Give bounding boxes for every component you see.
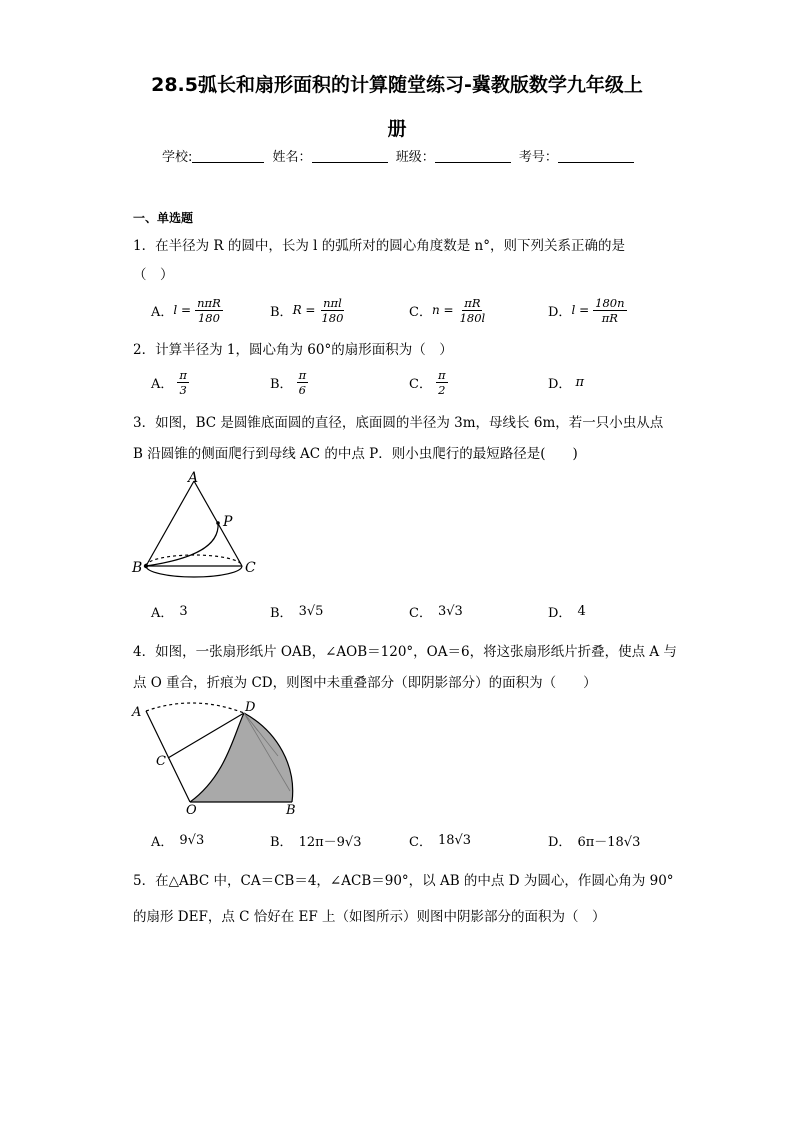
- q1-text-line1: 1．在半径为 R 的圆中，长为 l 的弧所对的圆心角度数是 n°，则下列关系正确的是: [133, 238, 625, 254]
- point-b: [144, 564, 148, 568]
- q3-option-a[interactable]: A． 3: [151, 603, 188, 621]
- q4-text-line2: 点 O 重合，折痕为 CD，则图中未重叠部分（即阴影部分）的面积为（ ）: [133, 675, 597, 691]
- q2-text-line1: 2．计算半径为 1，圆心角为 60°的扇形面积为（ ）: [133, 342, 453, 358]
- q4-option-b[interactable]: B． 12π－9√3: [270, 834, 362, 850]
- q5-text-line2: 的扇形 DEF，点 C 恰好在 EF 上（如图所示）则图中阴影部分的面积为（ ）: [133, 909, 606, 925]
- q3-option-b[interactable]: B． 3√5: [270, 603, 324, 621]
- q2-option-d[interactable]: D． π: [548, 374, 584, 392]
- q1-option-a[interactable]: A． l = $\frac{\text{nπR}}{180}$: [151, 295, 221, 325]
- cone-base-front-arc: [146, 566, 242, 577]
- q3-cone-figure: [128, 468, 268, 583]
- q4-option-c[interactable]: C． 18√3: [409, 832, 472, 850]
- label-c: C: [245, 560, 256, 576]
- name-label: 姓名：: [272, 150, 312, 165]
- q3-option-d[interactable]: D． 4: [548, 603, 586, 621]
- arc-ad-dashed: [146, 703, 244, 713]
- label-b: B: [132, 560, 143, 576]
- cone-edge-ab: [146, 481, 194, 566]
- q4-option-a[interactable]: A． 9√3: [151, 832, 205, 850]
- class-blank: [435, 150, 511, 163]
- q4-text-line1: 4．如图，一张扇形纸片 OAB，∠AOB＝120°，OA＝6，将这张扇形纸片折叠，使点 A 与: [133, 644, 677, 660]
- name-blank: [312, 150, 388, 163]
- q2-option-a[interactable]: A． $\frac{\pi}{3}$: [151, 367, 187, 397]
- q1-options: [151, 293, 711, 327]
- page-title: 28.5弧长和扇形面积的计算随堂练习-冀教版数学九年级上: [151, 74, 643, 96]
- student-info-row: [162, 146, 638, 165]
- class-label: 班级：: [395, 150, 435, 165]
- school-blank: [192, 150, 264, 163]
- label-d: D: [245, 700, 256, 715]
- q5-text-line1: 5．在△ABC 中，CA＝CB＝4，∠ACB＝90°，以 AB 的中点 D 为圆心，作圆心角为 90°: [133, 873, 674, 889]
- q4-sector-figure: [128, 696, 308, 816]
- label-p: P: [223, 514, 233, 530]
- q1-text-line2: （ ）: [133, 267, 174, 283]
- page-title-continued: 册: [387, 118, 407, 140]
- q4-options: [151, 823, 711, 857]
- school-label: 学校:: [162, 150, 193, 165]
- q1-option-d[interactable]: D． l = $\frac{180n}{\pi R}$: [548, 295, 625, 325]
- cone-base-back-arc: [146, 555, 242, 566]
- q1-option-c[interactable]: C． n = $\frac{\pi R}{180l}$: [409, 295, 486, 325]
- q1-option-b[interactable]: B． R = $\frac{\text{nπl}}{180}$: [270, 295, 344, 325]
- section-heading: 一、单选题: [133, 211, 194, 225]
- number-label: 考号：: [518, 150, 558, 165]
- q2-options: [151, 365, 711, 399]
- label-a: A: [132, 705, 142, 720]
- q3-options: [151, 594, 711, 628]
- number-blank: [558, 150, 634, 163]
- point-p: [216, 521, 220, 525]
- radius-oa: [146, 711, 190, 802]
- label-c: C: [156, 754, 166, 769]
- q3-text-line1: 3．如图，BC 是圆锥底面圆的直径，底面圆的半径为 3m，母线长 6m，若一只小虫从点: [133, 415, 664, 431]
- label-o: O: [186, 803, 197, 816]
- q3-text-line2: B 沿圆锥的侧面爬行到母线 AC 的中点 P．则小虫爬行的最短路径是( ): [133, 446, 578, 462]
- q4-option-d[interactable]: D． 6π－18√3: [548, 834, 641, 850]
- label-a: A: [188, 470, 199, 486]
- label-b: B: [286, 803, 296, 816]
- q2-option-c[interactable]: C． $\frac{\pi}{2}$: [409, 367, 446, 397]
- q2-option-b[interactable]: B． $\frac{\pi}{6}$: [270, 367, 307, 397]
- q3-option-c[interactable]: C． 3√3: [409, 603, 463, 621]
